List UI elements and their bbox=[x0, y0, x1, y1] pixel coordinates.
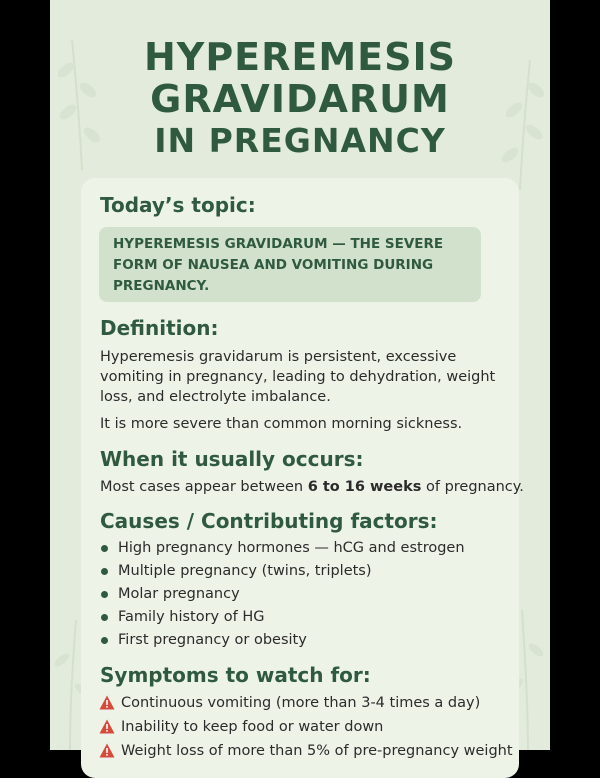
list-item-text: Continuous vomiting (more than 3-4 times a day) bbox=[121, 695, 481, 711]
list-item bbox=[100, 583, 465, 606]
title-line-3: IN PREGNANCY bbox=[154, 121, 446, 160]
infographic-page bbox=[50, 0, 550, 759]
causes-list bbox=[100, 537, 465, 652]
topic-box: HYPEREMESIS GRAVIDARUM — THE SEVERE FORM OF NAUSEA AND VOMITING DURING PREGNANCY. bbox=[99, 227, 481, 302]
list-item bbox=[99, 715, 513, 739]
list-item bbox=[100, 629, 465, 652]
content-card bbox=[81, 178, 524, 778]
list-item-text: High pregnancy hormones — hCG and estrogen bbox=[118, 540, 465, 556]
list-item-text: Weight loss of more than 5% of pre-pregnancy weight bbox=[121, 743, 513, 759]
bullet-icon bbox=[101, 568, 108, 575]
list-item bbox=[100, 560, 465, 583]
bullet-icon bbox=[101, 637, 108, 644]
definition-heading: Definition: bbox=[100, 316, 219, 340]
occurs-heading: When it usually occurs: bbox=[100, 447, 364, 471]
definition-text: Hyperemesis gravidarum is persistent, excessive vomiting in pregnancy, leading to dehydration, weight loss, and electrolyte imbalance. bbox=[100, 349, 496, 405]
symptoms-heading: Symptoms to watch for: bbox=[100, 663, 371, 687]
list-item-text: Multiple pregnancy (twins, triplets) bbox=[118, 563, 372, 579]
warning-triangle-icon bbox=[99, 743, 115, 758]
warning-triangle-icon bbox=[99, 719, 115, 734]
causes-heading: Causes / Contributing factors: bbox=[100, 509, 438, 533]
list-item bbox=[99, 691, 513, 715]
topic-heading: Today’s topic: bbox=[100, 193, 256, 217]
list-item-text: First pregnancy or obesity bbox=[118, 632, 307, 648]
bullet-icon bbox=[101, 614, 108, 621]
title-line-1: HYPEREMESIS bbox=[144, 35, 456, 79]
list-item-text: Inability to keep food or water down bbox=[121, 719, 384, 735]
bullet-icon bbox=[101, 591, 108, 598]
list-item bbox=[100, 537, 465, 560]
occurs-suffix: of pregnancy. bbox=[421, 479, 524, 495]
definition-note: It is more severe than common morning sickness. bbox=[100, 416, 463, 432]
list-item-text: Molar pregnancy bbox=[118, 586, 240, 602]
symptoms-list bbox=[99, 691, 513, 763]
bullet-icon bbox=[101, 545, 108, 552]
occurs-prefix: Most cases appear between bbox=[100, 479, 308, 495]
occurs-weeks: 6 to 16 weeks bbox=[307, 479, 422, 495]
occurs-text bbox=[100, 477, 530, 497]
title-line-2: GRAVIDARUM bbox=[150, 77, 450, 121]
list-item bbox=[99, 739, 513, 763]
page-title bbox=[50, 36, 550, 162]
warning-triangle-icon bbox=[99, 695, 115, 710]
list-item-text: Family history of HG bbox=[118, 609, 265, 625]
list-item bbox=[100, 606, 465, 629]
